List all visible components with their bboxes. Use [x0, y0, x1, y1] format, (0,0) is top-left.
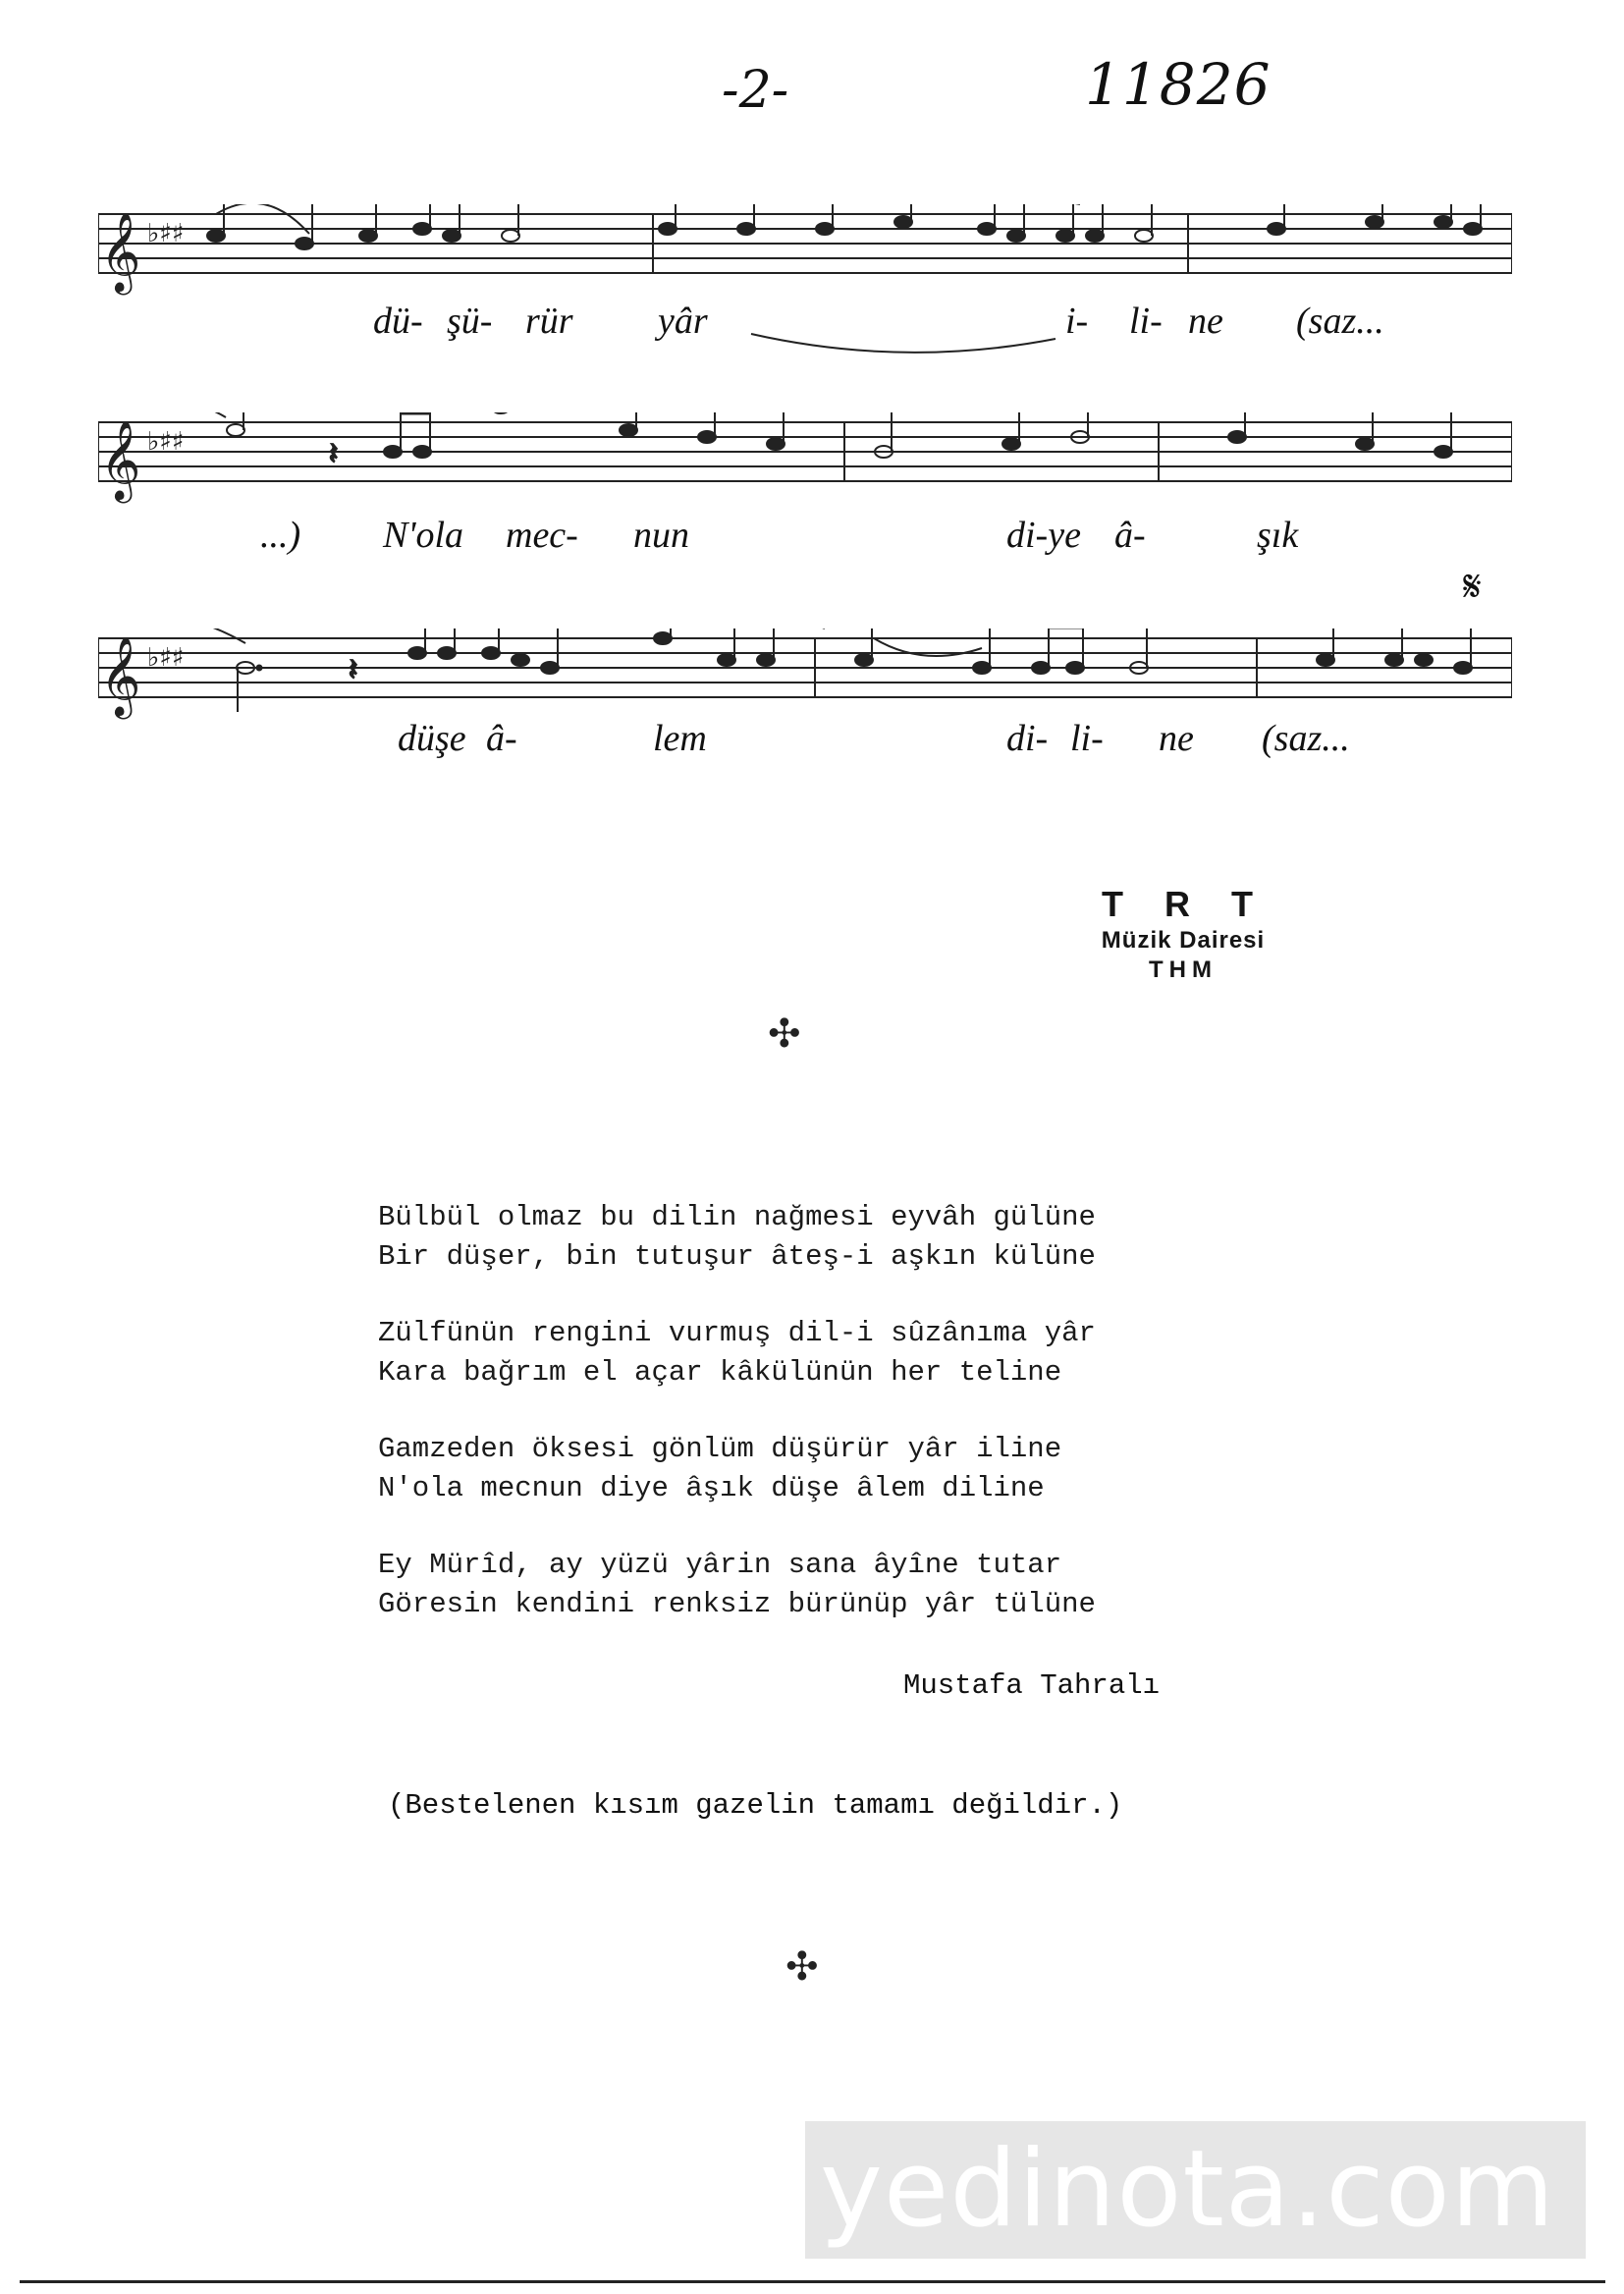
lyric-syllable: yâr — [658, 300, 708, 342]
poem-line: Bir düşer, bin tutuşur âteş-i aşkın külüne — [378, 1240, 1096, 1273]
lyric-syllable: li- — [1070, 718, 1104, 759]
poem-line: Bülbül olmaz bu dilin nağmesi eyvâh gülüne — [378, 1201, 1096, 1233]
trt-stamp — [1021, 884, 1345, 1011]
poem-line: Göresin kendini renksiz bürünüp yâr tülüne — [378, 1588, 1096, 1620]
lyric-syllable: â- — [1114, 515, 1146, 556]
poem-line: Ey Mürîd, ay yüzü yârin sana âyîne tutar — [378, 1549, 1062, 1581]
lyric-syllable: düşe — [398, 718, 466, 759]
archive-number: 11826 — [1085, 51, 1272, 118]
music-staff-3 — [98, 628, 1512, 727]
lyric-syllable: rür — [525, 300, 573, 342]
poem-line: Kara bağrım el açar kâkülünün her teline — [378, 1356, 1062, 1389]
svg-text:𝄽: 𝄽 — [349, 653, 358, 687]
svg-text:𝄞: 𝄞 — [100, 419, 141, 500]
lyric-syllable: (saz... — [1296, 300, 1384, 342]
lyric-syllable: di-ye — [1006, 515, 1081, 556]
svg-text:♭♯♯: ♭♯♯ — [147, 219, 185, 248]
svg-text:♭♯♯: ♭♯♯ — [147, 643, 185, 673]
melisma-line — [746, 324, 1060, 363]
lyric-syllable: ne — [1159, 718, 1194, 759]
lyric-syllable: ...) — [260, 515, 301, 556]
poem-author: Mustafa Tahralı — [903, 1669, 1161, 1702]
lyric-syllable: di- — [1006, 718, 1049, 759]
watermark-text: yedinota.com — [820, 2128, 1555, 2251]
lyric-syllable: şü- — [447, 300, 493, 342]
lyric-syllable: nun — [633, 515, 689, 556]
music-staff-2 — [98, 412, 1512, 511]
ornament-icon: ✣ — [785, 1944, 819, 1990]
poem-line: N'ola mecnun diye âşık düşe âlem diline — [378, 1472, 1045, 1504]
poem-stanza — [378, 1314, 1262, 1393]
segno-sign: 𝄋 — [1463, 562, 1482, 612]
stamp-line-2: Müzik Dairesi — [1101, 927, 1266, 954]
bottom-rule — [20, 2280, 1605, 2283]
poem-line: Zülfünün rengini vurmuş dil-i sûzânıma yâr — [378, 1317, 1096, 1349]
lyric-syllable: şık — [1257, 515, 1299, 556]
poem-text — [378, 1198, 1262, 1662]
poem-stanza — [378, 1198, 1262, 1277]
stamp-line-1: TRT — [1102, 884, 1294, 924]
svg-text:𝄞: 𝄞 — [100, 635, 141, 716]
lyric-syllable: li- — [1129, 300, 1163, 342]
svg-text:𝄞: 𝄞 — [100, 211, 141, 292]
poem-stanza — [378, 1546, 1262, 1624]
ornament-icon: ✣ — [768, 1011, 801, 1057]
poem-note: (Bestelenen kısım gazelin tamamı değildir.) — [388, 1789, 1123, 1822]
page-number: -2- — [722, 61, 789, 120]
lyric-syllable: mec- — [506, 515, 578, 556]
svg-text:♭♯♯: ♭♯♯ — [147, 427, 185, 457]
lyric-syllable: ne — [1188, 300, 1223, 342]
poem-stanza — [378, 1430, 1262, 1508]
stamp-line-3: THM — [1149, 956, 1218, 983]
lyric-syllable: i- — [1065, 300, 1089, 342]
music-staff-1 — [98, 204, 1512, 302]
lyric-syllable: dü- — [373, 300, 423, 342]
lyric-syllable: lem — [653, 718, 707, 759]
svg-text:𝄽: 𝄽 — [329, 437, 339, 471]
lyric-syllable: N'ola — [383, 515, 464, 556]
lyric-syllable: (saz... — [1262, 718, 1350, 759]
lyric-syllable: â- — [486, 718, 517, 759]
poem-line: Gamzeden öksesi gönlüm düşürür yâr iline — [378, 1433, 1062, 1465]
